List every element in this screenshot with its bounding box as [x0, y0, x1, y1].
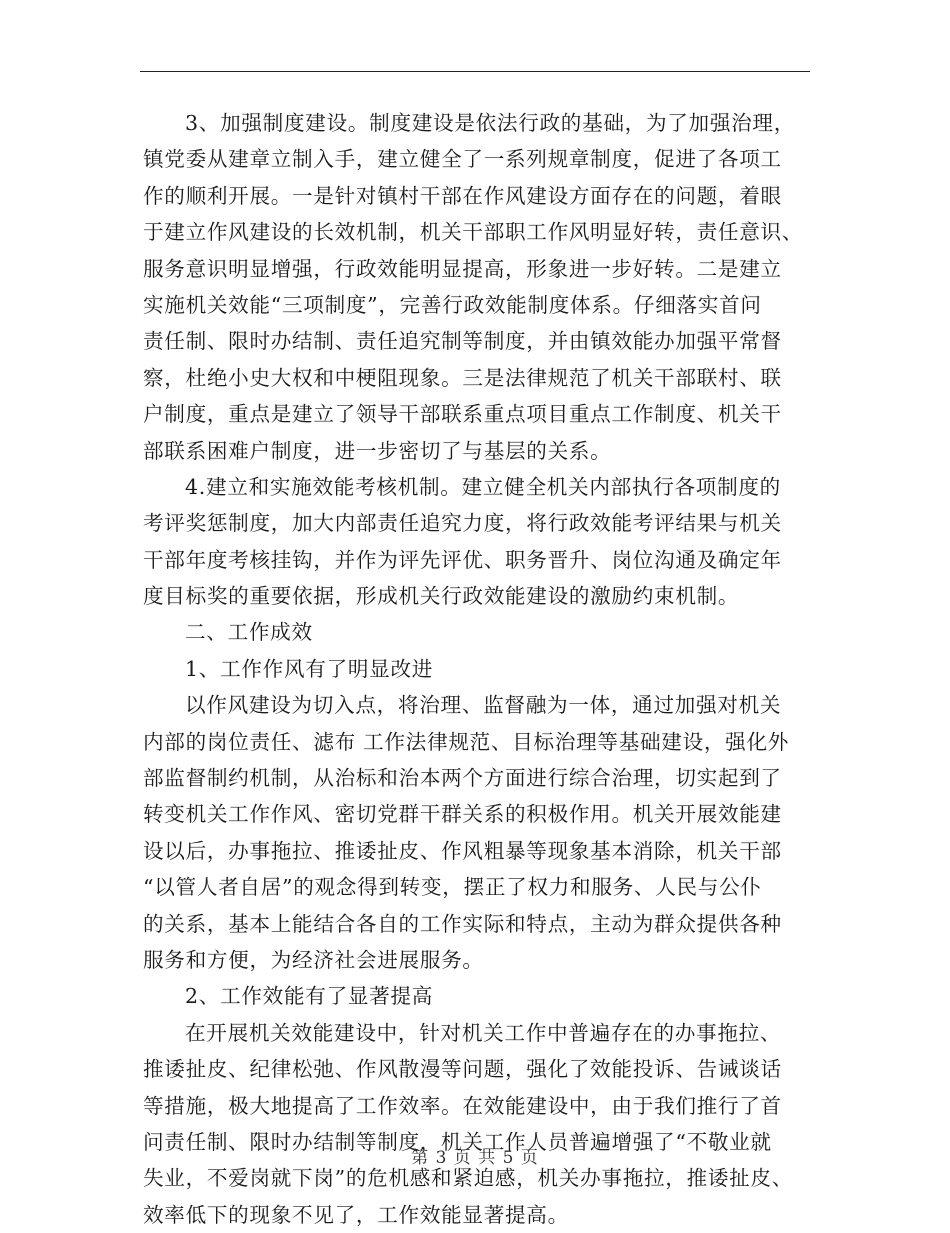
text-line: 的关系，基本上能结合各自的工作实际和特点，主动为群众提供各种 — [143, 911, 782, 936]
text-line: 部监督制约机制，从治标和治本两个方面进行综合治理，切实起到了 — [143, 766, 782, 791]
text-line: 服务意识明显增强，行政效能明显提高，形象进一步好转。二是建立 — [143, 256, 782, 281]
text-line: 1、工作作风有了明显改进 — [185, 656, 434, 681]
paragraph — [143, 1015, 808, 1233]
text-line: 考评奖惩制度，加大内部责任追究力度，将行政效能考评结果与机关 — [143, 511, 782, 536]
paragraph — [143, 651, 808, 687]
paragraph — [143, 687, 808, 978]
text-line: 推诿扯皮、纪律松弛、作风散漫等问题，强化了效能投诉、告诫谈话 — [143, 1057, 782, 1082]
text-line: 以作风建设为切入点，将治理、监督融为一体，通过加强对机关 — [185, 693, 782, 718]
header-rule — [140, 71, 810, 72]
text-line: 户制度，重点是建立了领导干部联系重点项目重点工作制度、机关干 — [143, 402, 782, 427]
text-line: 4.建立和实施效能考核机制。建立健全机关内部执行各项制度的 — [185, 474, 781, 499]
document-body — [143, 105, 808, 1233]
text-line: 在开展机关效能建设中，针对机关工作中普遍存在的办事拖拉、 — [185, 1020, 782, 1045]
text-line: 实施机关效能“三项制度”，完善行政效能制度体系。仔细落实首问 — [143, 292, 762, 317]
text-line: 3、加强制度建设。制度建设是依法行政的基础，为了加强治理， — [185, 111, 796, 135]
text-line: 效率低下的现象不见了，工作效能显著提高。 — [143, 1202, 569, 1227]
text-line: 干部年度考核挂钩，并作为评先评优、职务晋升、岗位沟通及确定年 — [143, 547, 782, 572]
text-line: 责任制、限时办结制、责任追究制等制度，并由镇效能办加强平常督 — [143, 329, 782, 354]
text-line: 内部的岗位责任、滤布 工作法律规范、目标治理等基础建设，强化外 — [143, 729, 790, 754]
text-line: 失业，不爱岗就下岗”的危机感和紧迫感，机关办事拖拉，推诿扯皮、 — [143, 1166, 794, 1191]
paragraph — [143, 469, 808, 615]
text-line: 问责任制、限时办结制等制度，机关工作人员普遍增强了“不敬业就 — [143, 1129, 772, 1154]
paragraph — [143, 105, 808, 469]
text-line: 作的顺利开展。一是针对镇村干部在作风建设方面存在的问题，着眼 — [143, 183, 782, 208]
text-line: 度目标奖的重要依据，形成机关行政效能建设的激励约束机制。 — [143, 584, 740, 609]
text-line: 于建立作风建设的长效机制，机关干部职工作风明显好转，责任意识、 — [143, 220, 804, 245]
text-line: “以管人者自居”的观念得到转变，摆正了权力和服务、人民与公仆 — [143, 875, 762, 900]
text-line: 部联系困难户制度，进一步密切了与基层的关系。 — [143, 438, 612, 463]
text-line: 察，杜绝小史大权和中梗阻现象。三是法律规范了机关干部联村、联 — [143, 365, 782, 390]
text-line: 转变机关工作作风、密切党群干群关系的积极作用。机关开展效能建 — [143, 802, 782, 827]
paragraph — [143, 978, 808, 1014]
text-line: 2、工作效能有了显著提高 — [185, 984, 434, 1009]
text-line: 设以后，办事拖拉、推诿扯皮、作风粗暴等现象基本消除，机关干部 — [143, 838, 782, 863]
text-line: 服务和方便，为经济社会进展服务。 — [143, 947, 484, 972]
text-line: 等措施，极大地提高了工作效率。在效能建设中，由于我们推行了首 — [143, 1093, 782, 1118]
paragraph — [143, 614, 808, 650]
page-footer: 第 3 页 共 5 页 — [411, 1148, 539, 1168]
text-line: 镇党委从建章立制入手，建立健全了一系列规章制度，促进了各项工 — [143, 147, 782, 172]
text-line: 二、工作成效 — [185, 620, 313, 645]
